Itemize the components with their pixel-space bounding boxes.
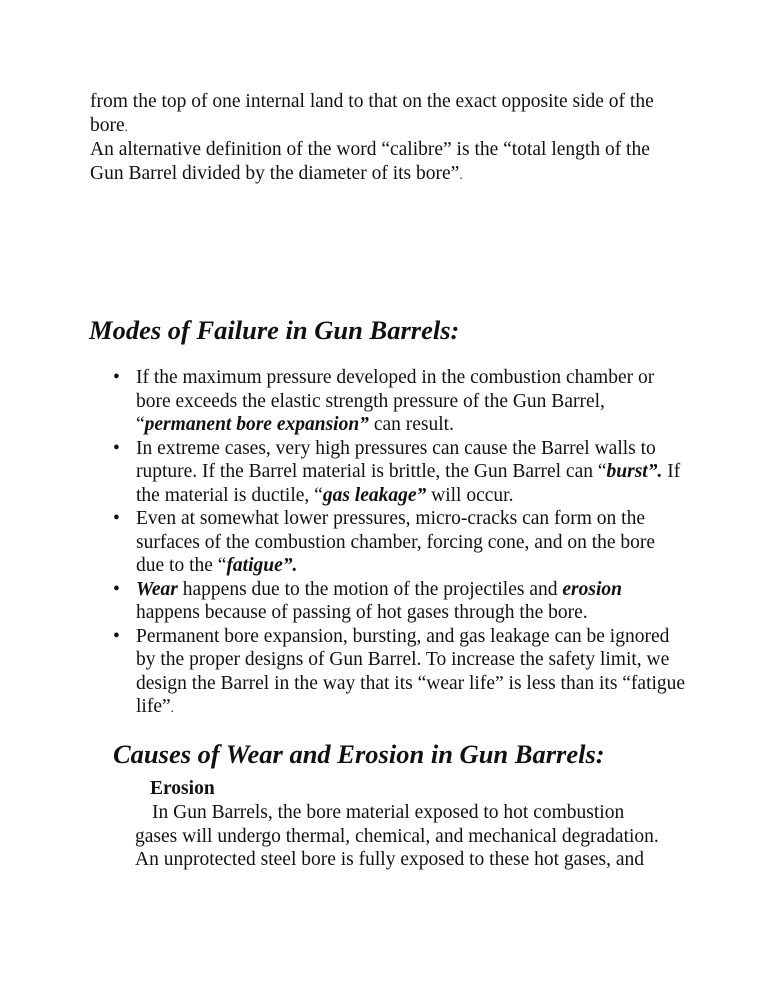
bullet-icon: • (113, 367, 120, 388)
intro-line (90, 114, 690, 139)
bullet-text-end: . (170, 700, 174, 715)
bullet-emphasis: fatigue”. (226, 555, 298, 576)
bullet-emphasis: gas leakage” (322, 484, 427, 506)
intro-text-3: An alternative definition of the word “calibre” is the “total length of the (90, 139, 650, 160)
failure-modes-list (113, 366, 688, 720)
bullet-text: Permanent bore expansion, bursting, and gas leakage can be ignored by the proper designs of Gun Barrel. To increase the safety limit, we design the Barrel in the way that its “wear life” is less than its “fatigue life” (136, 625, 686, 717)
list-item (113, 578, 688, 625)
bullet-emphasis: Wear (136, 578, 178, 600)
intro-text-4: Gun Barrel divided by the diameter of its bore” (90, 162, 460, 184)
bullet-emphasis: erosion (562, 578, 622, 600)
intro-text-1: from the top of one internal land to that on the exact opposite side of the (90, 91, 654, 112)
intro-text-2: bore (90, 114, 125, 136)
bullet-emphasis: permanent bore expansion” (144, 414, 369, 435)
intro-line (90, 90, 690, 114)
intro-paragraph (90, 90, 690, 186)
intro-text-2-end: . (124, 118, 128, 134)
erosion-line: gases will undergo thermal, chemical, and mechanical degradation. (135, 825, 659, 847)
bullet-icon: • (113, 437, 120, 459)
bullet-emphasis: burst”. (606, 461, 663, 482)
bullet-icon: • (113, 578, 120, 600)
list-item (113, 366, 688, 437)
causes-of-wear-heading: Causes of Wear and Erosion in Gun Barrels: (113, 739, 605, 769)
bullet-text: If the material is ductile, “ (136, 461, 681, 506)
list-item (113, 437, 688, 508)
list-item (113, 625, 688, 720)
bullet-text: can result. (368, 414, 454, 435)
bullet-text: happens because of passing of hot gases through the bore. (136, 602, 588, 623)
intro-text-4-end: . (459, 166, 463, 182)
erosion-subheading: Erosion (150, 778, 215, 799)
bullet-text: If the maximum pressure developed in the combustion chamber or bore exceeds the elastic strength pressure of the Gun Barrel, “ (136, 367, 655, 435)
erosion-line: In Gun Barrels, the bore material exposed to hot combustion (152, 802, 625, 823)
intro-line (90, 162, 690, 187)
modes-of-failure-heading: Modes of Failure in Gun Barrels: (89, 315, 460, 345)
bullet-icon: • (113, 508, 120, 529)
bullet-text: In extreme cases, very high pressures can cause the Barrel walls to rupture. If the Barrel material is brittle, the Gun Barrel can “ (136, 437, 656, 482)
intro-line (90, 138, 690, 162)
bullet-text: will occur. (426, 484, 514, 506)
erosion-line: An unprotected steel bore is fully exposed to these hot gases, and (135, 849, 645, 870)
bullet-text: happens due to the motion of the projectiles and (177, 578, 563, 600)
bullet-icon: • (113, 625, 120, 647)
list-item (113, 507, 688, 578)
erosion-paragraph (135, 801, 695, 872)
bullet-text: Even at somewhat lower pressures, micro-cracks can form on the surfaces of the combustion chamber, forcing cone, and on the bore due to the “ (136, 508, 656, 576)
